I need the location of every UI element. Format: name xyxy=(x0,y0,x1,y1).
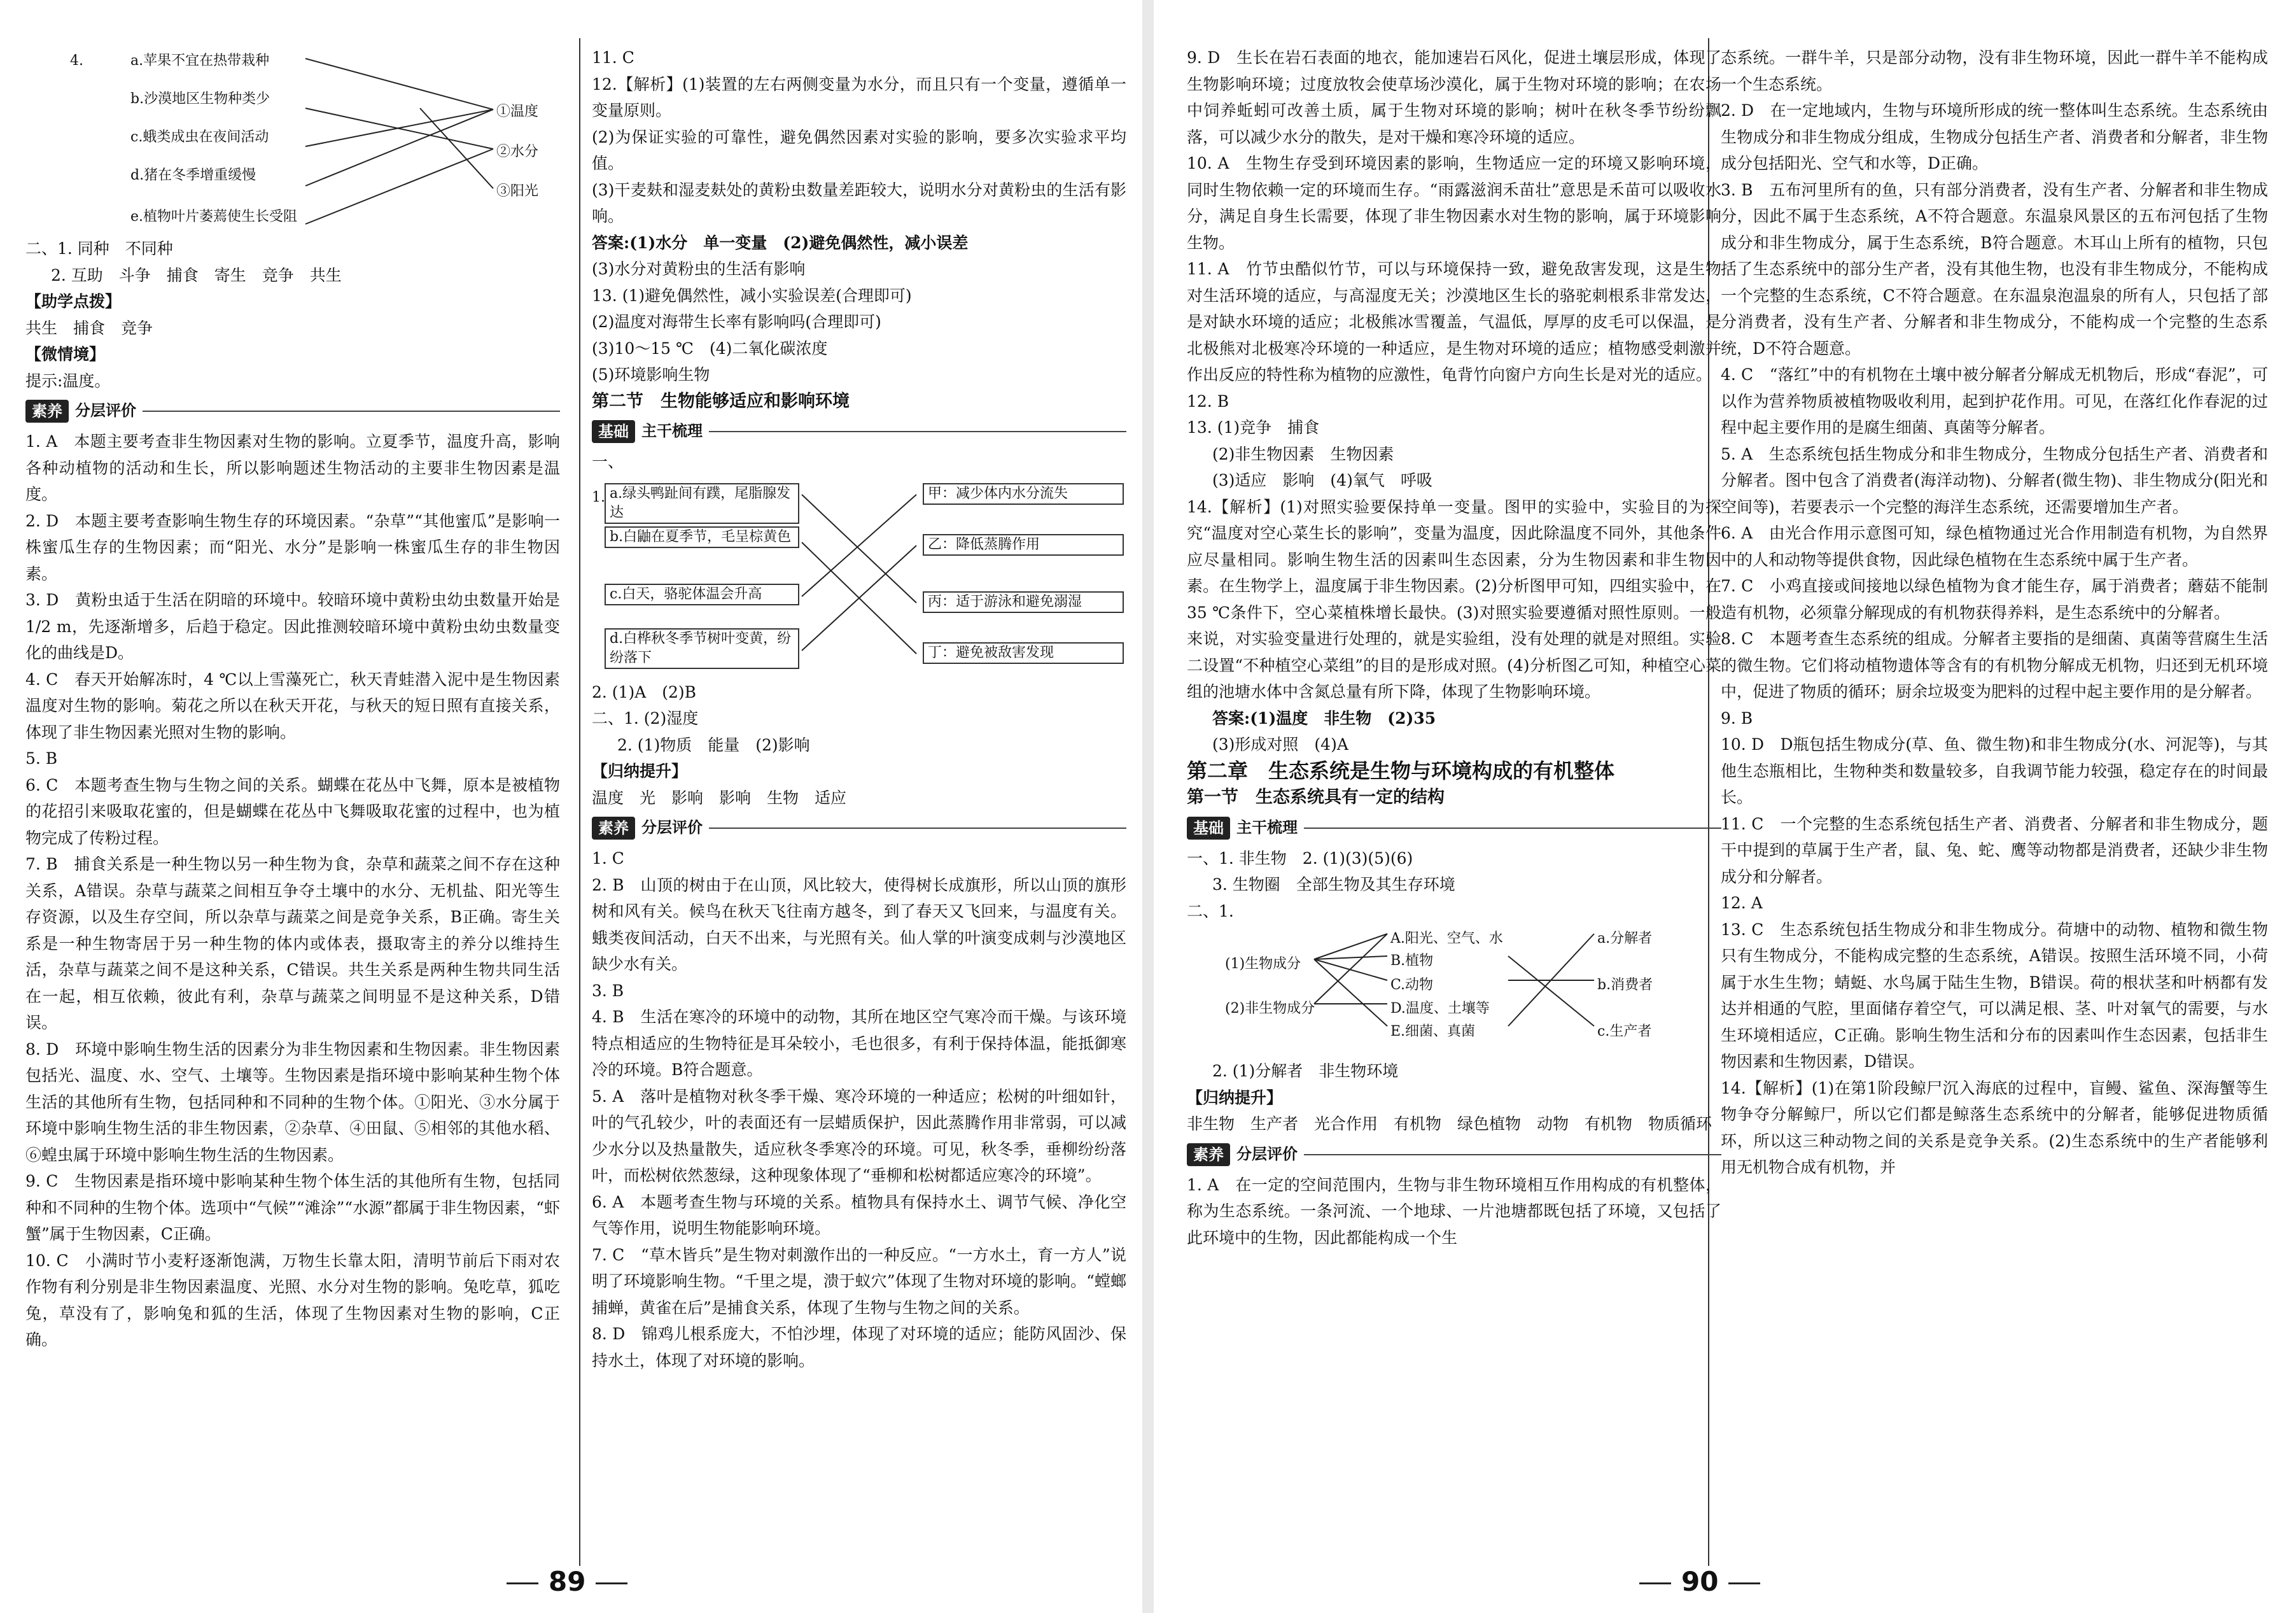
text-line: 3. 生物圈 全部生物及其生存环境 xyxy=(1212,875,1455,894)
text-line: 共生 捕食 竞争 xyxy=(25,318,153,337)
answer: 5. A 落叶是植物对秋冬季干燥、寒冷环境的一种适应；松树的叶细如针，叶的气孔较少，叶的表面还有一层蜡质保护，因此蒸腾作用非常弱，可以减少水分以及热量散失，适应秋冬季寒冷的环境。可见，秋冬季，垂柳纷纷落叶，而松树依然葱绿，这种现象体现了“垂柳和松树都适应寒冷的环境”。 xyxy=(592,1087,1126,1185)
text-line: 提示:温度。 xyxy=(25,371,111,390)
section-pill: 素养 xyxy=(1187,1143,1230,1166)
section-title: 分层评价 xyxy=(641,819,703,837)
answer: 4. C “落红”中的有机物在土壤中被分解者分解成无机物后，形成“春泥”，可以作为营养物质被植物吸收利用，起到护花作用。可见，在落红化作春泥的过程中起主要作用的是腐生细菌、真菌等分解者。 xyxy=(1721,365,2268,437)
answer: (3)水分对黄粉虫的生活有影响 xyxy=(592,260,806,278)
page-dash xyxy=(507,1582,538,1584)
diagram-mid-label: E.细菌、真菌 xyxy=(1390,1024,1476,1039)
column-2 xyxy=(592,45,1126,1560)
diagram-right-label: a.分解者 xyxy=(1597,931,1653,947)
header-rule xyxy=(1304,828,1721,829)
answer: 12. A xyxy=(1721,894,1763,912)
section-header xyxy=(25,398,560,425)
section-title: 第二节 生物能够适应和影响环境 xyxy=(592,391,850,411)
section-header xyxy=(1187,815,1721,842)
section-pill: 素养 xyxy=(25,400,69,423)
section-title: 分层评价 xyxy=(1236,1145,1298,1163)
section-title: 主干梳理 xyxy=(641,422,703,440)
answer: 2. D 本题主要考查影响生物生存的环境因素。“杂草”“其他蜜瓜”是影响一株蜜瓜生存的生物因素；而“阳光、水分”是影响一株蜜瓜生存的非生物因素。 xyxy=(25,511,560,583)
text-line: 2. (1)分解者 非生物环境 xyxy=(1212,1062,1399,1080)
answer: (3)形成对照 (4)A xyxy=(1212,735,1348,754)
text-line: 一、1. 非生物 2. (1)(3)(5)(6) xyxy=(1187,849,1413,868)
page-number-text: 89 xyxy=(549,1566,586,1597)
text-line: 二、1. 同种 不同种 xyxy=(25,239,173,258)
text-line: 2. (1)物质 能量 (2)影响 xyxy=(617,735,810,754)
section-title: 分层评价 xyxy=(75,402,136,420)
match-left-item: b.白鼬在夏季节，毛呈棕黄色 xyxy=(605,526,799,548)
answer: 11. A 竹节虫酷似竹节，可以与环境保持一致，避免敌害发现，这是生物对生活环境的适应，与高湿度无关；沙漠地区生长的骆驼刺根系非常发达，是对缺水环境的适应；北极熊冰雪覆盖，气温低，厚厚的皮毛可以保温，是北极熊对北极寒冷环境的一种适应，是生物对环境的适应；植物感受刺激并作出反应的特性称为植物的应激性，龟背竹向窗户方向生长是对光的适应。 xyxy=(1187,260,1721,384)
q4-item: a.苹果不宜在热带栽种 xyxy=(130,53,270,69)
page-number-left xyxy=(496,1566,638,1597)
diagram-right-label: c.生产者 xyxy=(1597,1024,1652,1039)
text-line: 一、 xyxy=(592,453,624,471)
answer: (3)适应 影响 (4)氧气 呼吸 xyxy=(1212,471,1432,490)
answer: 8. D 锦鸡儿根系庞大，不怕沙埋，体现了对环境的适应；能防风固沙、保持水土，体现了对环境的影响。 xyxy=(592,1325,1126,1370)
match-right-item: 乙：降低蒸腾作用 xyxy=(923,534,1124,556)
header-rule xyxy=(709,828,1126,829)
page-dash xyxy=(1728,1582,1760,1584)
answer: 答案:(1)温度 非生物 (2)35 xyxy=(1212,708,1436,728)
section-header xyxy=(592,815,1126,842)
book-gutter xyxy=(1142,0,1154,1613)
answer: 8. D 环境中影响生物生活的因素分为非生物因素和生物因素。非生物因素包括光、温度、水、空气、土壤等。生物因素是指环境中影响某种生物个体生活的其他所有生物，包括同种和不同种的生物个体。①阳光、③水分属于环境中影响生物生活的非生物因素，②杂草、④田鼠、⑤相邻的其他水稻、⑥蝗虫属于环境中影响生物生活的生物因素。 xyxy=(25,1039,560,1164)
section-pill: 基础 xyxy=(592,420,635,443)
text-line: 2. (1)A (2)B xyxy=(592,682,697,701)
answer: 1. A 本题主要考查非生物因素对生物的影响。立夏季节，温度升高，影响各种动植物的活动和生长，所以影响题述生物活动的主要非生物因素是温度。 xyxy=(25,432,560,504)
section-title: 主干梳理 xyxy=(1236,818,1298,836)
q4-item: c.蛾类成虫在夜间活动 xyxy=(130,129,269,145)
answer: (2)非生物因素 生物因素 xyxy=(1212,444,1394,463)
answer: 7. B 捕食关系是一种生物以另一种生物为食，杂草和蔬菜之间不存在这种关系，A错误。杂草与蔬菜之间相互争夺土壤中的水分、无机盐、阳光等生存资源，以及生存空间，所以杂草与蔬菜之间是竞争关系，B正确。寄生关系是一种生物寄居于另一种生物的体内或体表，摄取寄主的养分以维持生活，杂草与蔬菜之间不是这种关系，C错误。共生关系是两种生物共同生活在一起，相互依赖，彼此有利，杂草与蔬菜之间明显不是这种关系，D错误。 xyxy=(25,855,560,1032)
match-right-item: 丙：适于游泳和避免溺湿 xyxy=(923,591,1124,613)
answer: 2. B 山顶的树由于在山顶，风比较大，使得树长成旗形，所以山顶的旗形树和风有关。候鸟在秋天飞往南方越冬，到了春天又飞回来，与温度有关。蛾类夜间活动，白天不出来，与光照有关。仙人掌的叶演变成刺与沙漠地区缺少水有关。 xyxy=(592,875,1126,973)
match-left-item: a.绿头鸭趾间有蹼，尾脂腺发达 xyxy=(605,483,799,524)
answer: 13. C 生态系统包括生物成分和非生物成分。荷塘中的动物、植物和微生物只有生物成分，不能构成完整的生态系统，A错误。按照生活环境不同，小荷属于水生生物；蜻蜓、水鸟属于陆生生物，B错误。荷的根状茎和叶柄都有发达并相通的气腔，里面储存着空气，可以满足根、茎、叶对氧气的需要，与水生环境相适应，C正确。影响生物生活和分布的因素叫作生态因素，包括非生物因素和生物因素，D错误。 xyxy=(1721,920,2268,1071)
answer: (5)环境影响生物 xyxy=(592,365,710,384)
answer: 10. D D瓶包括生物成分(草、鱼、微生物)和非生物成分(水、河泥等)，与其他生态瓶相比，生物种类和数量较多，自我调节能力较强，稳定存在的时间最长。 xyxy=(1721,735,2268,806)
answer: (3)干麦麸和湿麦麸处的黄粉虫数量差距较大，说明水分对黄粉虫的生活有影响。 xyxy=(592,180,1126,225)
page-dash xyxy=(1639,1582,1671,1584)
adaptation-matching-diagram xyxy=(592,475,1126,679)
section-header xyxy=(592,418,1126,445)
q4-matching-diagram xyxy=(25,45,560,236)
text-line: 非生物 生产者 光合作用 有机物 绿色植物 动物 有机物 物质循环 xyxy=(1187,1115,1712,1133)
answer: 5. B xyxy=(25,749,58,768)
q4-item: d.猪在冬季增重缓慢 xyxy=(130,167,256,183)
answer: 6. C 本题考查生物与生物之间的关系。蝴蝶在花丛中飞舞，原本是被植物的花招引来吸取花蜜的，但是蝴蝶在花丛中飞舞吸取花蜜的过程中，也为植物完成了传粉过程。 xyxy=(25,775,560,847)
match-number: 1. xyxy=(592,489,605,505)
diagram-mid-label: D.温度、土壤等 xyxy=(1390,1001,1490,1017)
answer: (2)为保证实验的可靠性，避免偶然因素对实验的影响，要多次实验求平均值。 xyxy=(592,127,1126,173)
answer: 14.【解析】(1)在第1阶段鲸尸沉入海底的过程中，盲鳗、鲨鱼、深海蟹等生物争夺分解鲸尸，所以它们都是鲸落生态系统中的分解者，能够促进物质循环，所以这三种动物之间的关系是竞争关系。(2)生态系统中的生产者能够利用无机物合成有机物，并 xyxy=(1721,1078,2268,1176)
answer: 1. C xyxy=(592,849,624,868)
answer: 13. (1)竞争 捕食 xyxy=(1187,418,1320,437)
diagram-right-label: b.消费者 xyxy=(1597,977,1653,993)
diagram-mid-label: B.植物 xyxy=(1390,953,1434,969)
match-left-item: d.白桦秋冬季节树叶变黄，纷纷落下 xyxy=(605,628,799,669)
q4-target: ①温度 xyxy=(496,104,539,120)
text-line: 二、1. (2)湿度 xyxy=(592,709,699,728)
section-label: 【归纳提升】 xyxy=(592,762,688,780)
column-3 xyxy=(1187,45,1721,1560)
answer: 13. (1)避免偶然性，减小实验误差(合理即可) xyxy=(592,286,912,305)
column-divider xyxy=(579,38,580,1566)
text-line: 温度 光 影响 影响 生物 适应 xyxy=(592,788,847,807)
section-label: 【助学点拨】 xyxy=(25,292,122,311)
answer: 2. D 在一定地域内，生物与环境所形成的统一整体叫生态系统。生态系统由生物成分和非生物成分组成，生物成分包括生产者、消费者和分解者，非生物成分包括阳光、空气和水等，D正确。 xyxy=(1721,101,2268,173)
answer: 11. C xyxy=(592,48,634,67)
diagram-left-label: (2)非生物成分 xyxy=(1225,1001,1315,1017)
section-title: 第一节 生态系统具有一定的结构 xyxy=(1187,787,1445,807)
q4-target: ③阳光 xyxy=(496,183,539,199)
diagram-left-label: (1)生物成分 xyxy=(1225,956,1301,972)
answer: 9. B xyxy=(1721,708,1753,728)
match-right-item: 丁：避免被敌害发现 xyxy=(923,642,1124,664)
text-line: 二、1. xyxy=(1187,901,1234,920)
section-pill: 基础 xyxy=(1187,817,1230,840)
header-rule xyxy=(143,411,560,412)
q4-item: b.沙漠地区生物种类少 xyxy=(130,91,270,107)
text-line: 2. 互助 斗争 捕食 寄生 竞争 共生 xyxy=(51,265,342,285)
match-right-item: 甲：减少体内水分流失 xyxy=(923,483,1124,505)
answer: 11. C 一个完整的生态系统包括生产者、消费者、分解者和非生物成分，题干中提到的草属于生产者，鼠、兔、蛇、鹰等动物都是消费者，还缺少非生物成分和分解者。 xyxy=(1721,814,2268,886)
answer: 12.【解析】(1)装置的左右两侧变量为水分，而且只有一个变量，遵循单一变量原则。 xyxy=(592,74,1126,120)
answer: 6. A 由光合作用示意图可知，绿色植物通过光合作用制造有机物，为自然界中的人和动物等提供食物，因此绿色植物在生态系统中属于生产者。 xyxy=(1721,524,2268,569)
answer: 7. C 小鸡直接或间接地以绿色植物为食才能生存，属于消费者；蘑菇不能制造有机物，必须靠分解现成的有机物获得养料，是生态系统中的分解者。 xyxy=(1721,577,2268,622)
answer: 5. A 生态系统包括生物成分和非生物成分，生物成分包括生产者、消费者和分解者。图中包含了消费者(海洋动物)、分解者(微生物)、非生物成分(阳光和空间等)，若要表示一个完整的海洋生态系统，还需要增加生产者。 xyxy=(1721,444,2268,516)
answer: 10. C 小满时节小麦籽逐渐饱满，万物生长靠太阳，清明节前后下雨对农作物有利分别是非生物因素温度、光照、水分对生物的影响。兔吃草，狐吃兔，草没有了，影响兔和狐的生活，体现了生物因素对生物的影响，C正确。 xyxy=(25,1251,560,1349)
header-rule xyxy=(1304,1154,1721,1155)
section-label: 【微情境】 xyxy=(25,345,106,363)
q4-item: e.植物叶片萎蔫使生长受阻 xyxy=(130,209,298,225)
match-left-item: c.白天，骆驼体温会升高 xyxy=(605,584,799,605)
answer: 3. B xyxy=(592,981,624,1000)
page-dash xyxy=(596,1582,627,1584)
answer: 1. A 在一定的空间范围内，生物与非生物环境相互作用构成的有机整体，称为生态系统。一条河流、一个地球、一片池塘都既包括了环境，又包括了此环境中的生物，因此都能构成一个生 xyxy=(1187,1175,1721,1247)
column-4 xyxy=(1721,45,2268,1560)
answer: 8. C 本题考查生态系统的组成。分解者主要指的是细菌、真菌等营腐生生活的微生物。它们将动植物遗体等含有的有机物分解成无机物，归还到无机环境中，促进了物质的循环；厨余垃圾变为肥料的过程中起主要作用的是分解者。 xyxy=(1721,630,2268,701)
answer: 3. B 五布河里所有的鱼，只有部分消费者，没有生产者、分解者和非生物成分，因此不属于生态系统，A不符合题意。东温泉风景区的五布河包括了生物成分和非生物成分，属于生态系统，B符合题意。木耳山上所有的植物，只包括了生态系统中的部分生产者，没有其他生物，也没有非生物成分，不能构成一个完整的生态系统，C不符合题意。在东温泉泡温泉的所有人，只包括了部分消费者，没有生产者、分解者和非生物成分，不能构成一个完整的生态系统，D不符合题意。 xyxy=(1721,180,2268,358)
chapter-title: 第二章 生态系统是生物与环境构成的有机整体 xyxy=(1187,758,1615,783)
answer: (2)温度对海带生长率有影响吗(合理即可) xyxy=(592,313,881,331)
diagram-mid-label: A.阳光、空气、水 xyxy=(1390,931,1503,947)
answer: 7. C “草木皆兵”是生物对刺激作出的一种反应。“一方水土，育一方人”说明了环境影响生物。“千里之堤，溃于蚁穴”体现了生物对环境的影响。“螳螂捕蝉，黄雀在后”是捕食关系，体现了生物与生物之间的关系。 xyxy=(592,1245,1126,1317)
column-1 xyxy=(25,45,560,1560)
section-pill: 素养 xyxy=(592,817,635,840)
answer: 4. B 生活在寒冷的环境中的动物，其所在地区空气寒冷而干燥。与该环境特点相适应的生物特征是耳朵较小，毛也很多，有利于保持体温，能抵御寒冷的环境。B符合题意。 xyxy=(592,1008,1126,1079)
section-header xyxy=(1187,1141,1721,1168)
answer: 12. B xyxy=(1187,391,1229,411)
q4-number: 4. xyxy=(70,53,83,69)
section-label: 【归纳提升】 xyxy=(1187,1088,1283,1107)
page-number-right xyxy=(1629,1566,1770,1597)
ecosystem-component-diagram xyxy=(1187,924,1721,1058)
q4-target: ②水分 xyxy=(496,144,539,160)
answer: 9. C 生物因素是指环境中影响某种生物个体生活的其他所有生物，包括同种和不同种的生物个体。选项中“气候”“滩涂”“水源”都属于非生物因素，“虾蟹”属于生物因素，C正确。 xyxy=(25,1172,560,1243)
answer: 6. A 本题考查生物与环境的关系。植物具有保持水土、调节气候、净化空气等作用，说明生物能影响环境。 xyxy=(592,1192,1126,1237)
answer: 10. A 生物生存受到环境因素的影响，生物适应一定的环境又影响环境，同时生物依赖一定的环境而生存。“雨露滋润禾苗壮”意思是禾苗可以吸收水分，满足自身生长需要，体现了非生物因素水对生物的影响，属于环境影响生物。 xyxy=(1187,154,1721,252)
answer: 3. D 黄粉虫适于生活在阴暗的环境中。较暗环境中黄粉虫幼虫数量开始是1/2 m，先逐渐增多，后趋于稳定。因此推测较暗环境中黄粉虫幼虫数量变化的曲线是D。 xyxy=(25,591,560,662)
header-rule xyxy=(709,431,1126,432)
answer: (3)10～15 ℃ (4)二氧化碳浓度 xyxy=(592,339,828,358)
page-number-text: 90 xyxy=(1681,1566,1719,1597)
diagram-mid-label: C.动物 xyxy=(1390,977,1434,993)
answer: 答案:(1)水分 单一变量 (2)避免偶然性，减小误差 xyxy=(592,233,969,252)
answer: 9. D 生长在岩石表面的地衣，能加速岩石风化，促进土壤层形成，体现了生物影响环境；过度放牧会使草场沙漠化，属于生物对环境的影响；在农场中饲养蚯蚓可改善土质，属于生物对环境的影响；树叶在秋冬季节纷纷飘落，可以减少水分的散失，是对干燥和寒冷环境的适应。 xyxy=(1187,48,1721,146)
answer: 4. C 春天开始解冻时，4 ℃以上雪藻死亡，秋天青蛙潜入泥中是生物因素温度对生物的影响。菊花之所以在秋天开花，与秋天的短日照有直接关系，体现了非生物因素光照对生物的影响。 xyxy=(25,670,560,742)
answer: 态系统。一群牛羊，只是部分动物，没有非生物环境，因此一群牛羊不能构成一个生态系统。 xyxy=(1721,48,2268,94)
answer: 14.【解析】(1)对照实验要保持单一变量。图甲的实验中，实验目的为探究“温度对空心菜生长的影响”，变量为温度，因此除温度不同外，其他条件应尽量相同。影响生物生活的因素叫生态因素，分为生物因素和非生物因素。在生物学上，温度属于非生物因素。(2)分析图甲可知，四组实验中，在35 ℃条件下，空心菜植株增长最快。(3)对照实验要遵循对照性原则。一般来说，对实验变量进行处理的，就是实验组，没有处理的就是对照组。实验二设置“不种植空心菜组”的目的是形成对照。(4)分析图乙可知，种植空心菜组的池塘水体中含氮总量有所下降，体现了生物影响环境。 xyxy=(1187,497,1721,701)
